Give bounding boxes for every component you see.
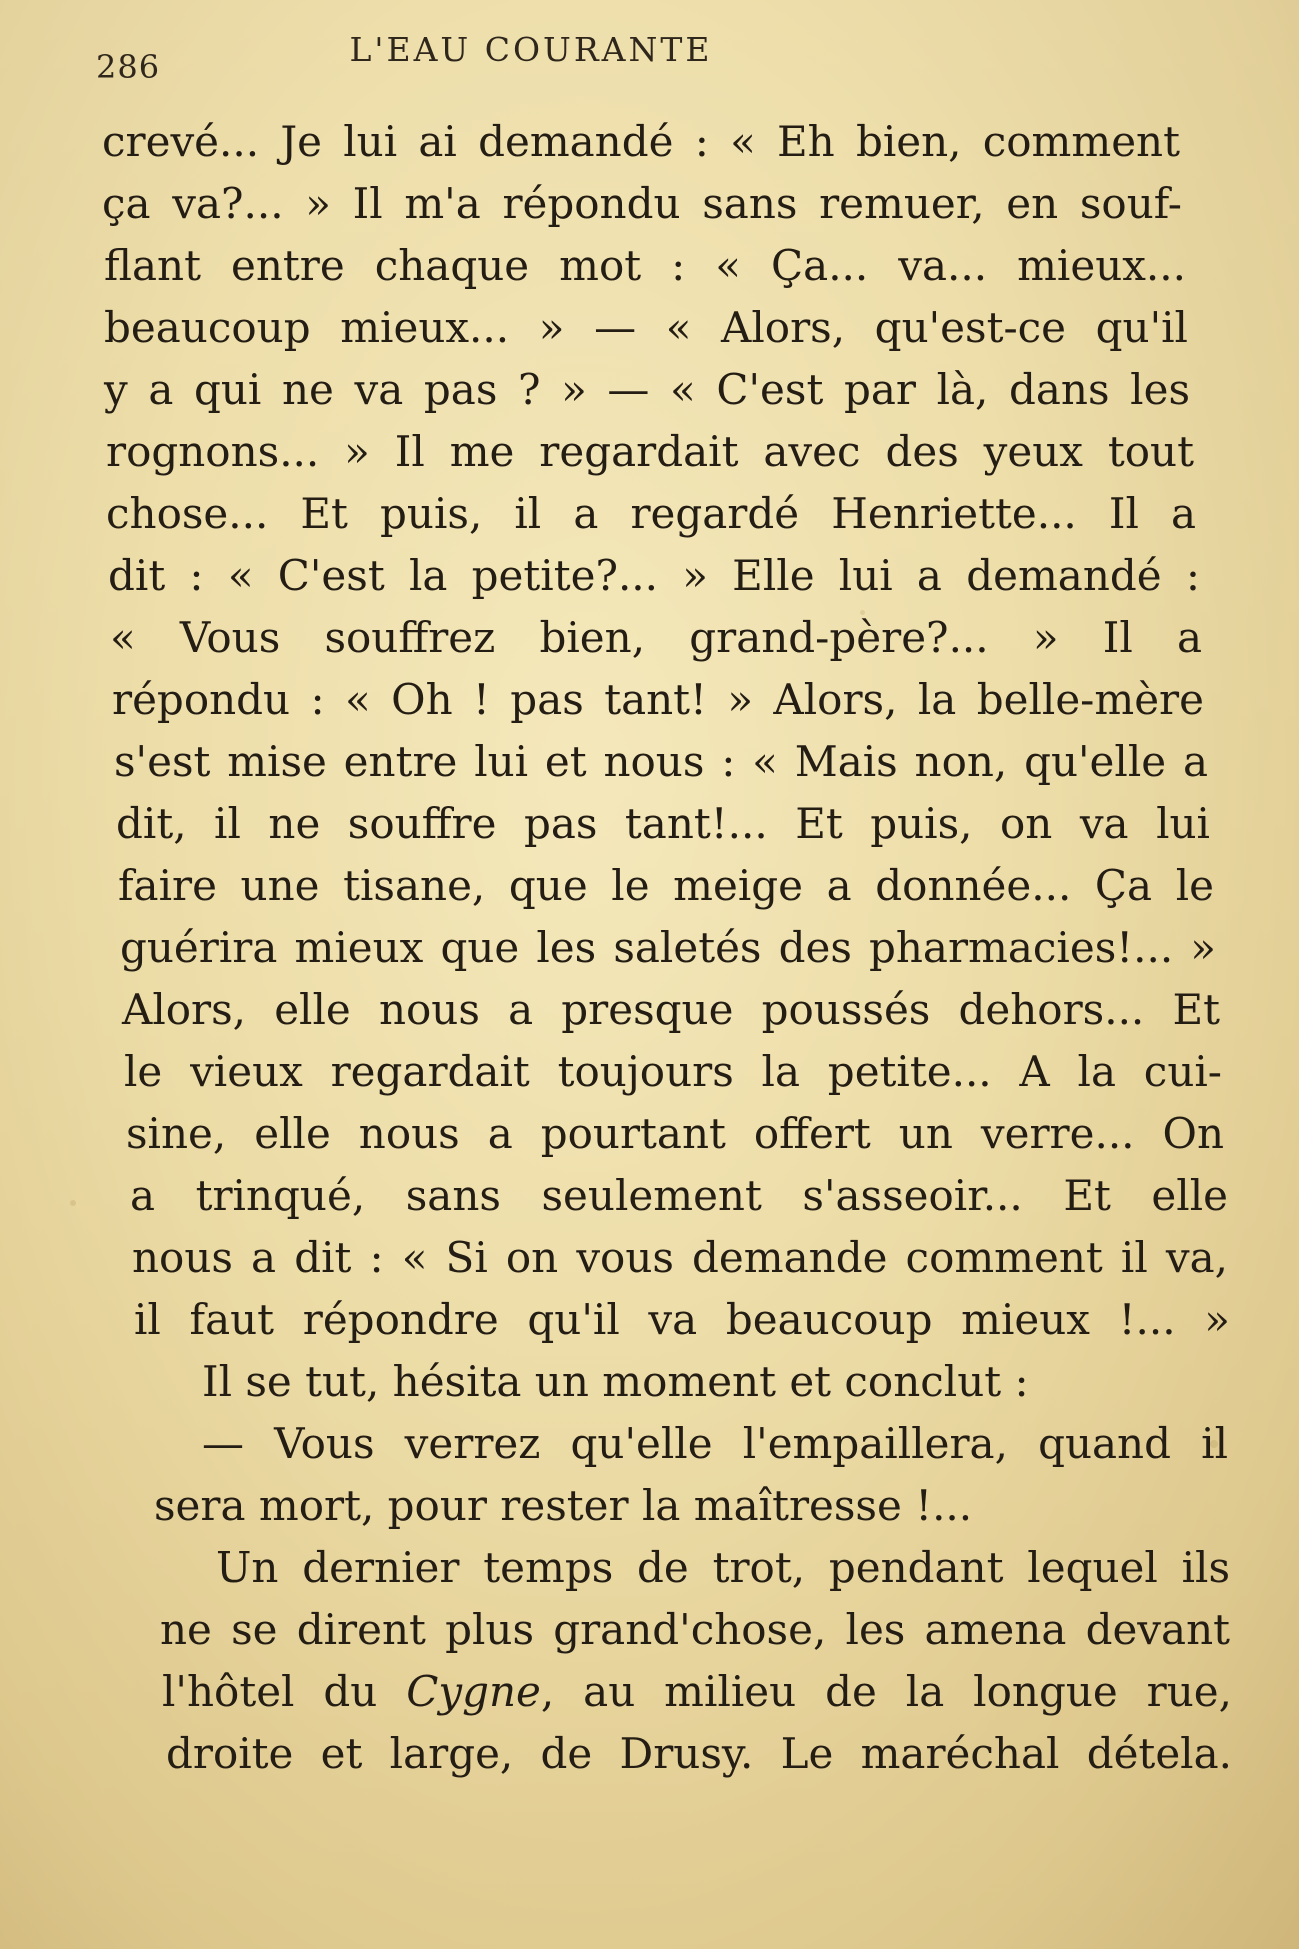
text-line: flant entre chaque mot : « Ça... va... mieux... xyxy=(104,241,1186,290)
text-line: dit : « C'est la petite?... » Elle lui a demandé : xyxy=(108,551,1200,600)
text-line: il faut répondre qu'il va beaucoup mieux !... » xyxy=(134,1295,1230,1344)
text-line: rognons... » Il me regardait avec des yeux tout xyxy=(106,427,1194,476)
text-line: sine, elle nous a pourtant offert un verre... On xyxy=(126,1109,1224,1158)
page-header xyxy=(96,30,1136,90)
text-line: droite et large, de Drusy. Le maréchal détela. xyxy=(166,1729,1232,1778)
text-line: l'hôtel du Cygne, au milieu de la longue rue, xyxy=(162,1667,1232,1716)
paper-spot xyxy=(70,1200,76,1206)
text-line: y a qui ne va pas ? » — « C'est par là, dans les xyxy=(104,365,1190,414)
text-line: beaucoup mieux... » — « Alors, qu'est-ce qu'il xyxy=(104,303,1188,352)
text-line: ça va?... » Il m'a répondu sans remuer, en souf- xyxy=(102,179,1182,228)
text-line: crevé... Je lui ai demandé : « Eh bien, comment xyxy=(102,117,1180,166)
text-line: guérira mieux que les saletés des pharmacies!... » xyxy=(120,923,1216,972)
running-title: L'EAU COURANTE xyxy=(349,30,713,69)
text-line: sera mort, pour rester la maîtresse !... xyxy=(154,1481,973,1530)
text-line: — Vous verrez qu'elle l'empaillera, quand il xyxy=(202,1419,1228,1468)
text-line: Alors, elle nous a presque poussés dehors... Et xyxy=(122,985,1220,1034)
text-line: répondu : « Oh ! pas tant! » Alors, la belle-mère xyxy=(112,675,1204,724)
text-line: s'est mise entre lui et nous : « Mais non, qu'elle a xyxy=(114,737,1208,786)
text-line: nous a dit : « Si on vous demande comment il va, xyxy=(132,1233,1228,1282)
italic-word: Cygne xyxy=(406,1667,541,1716)
text-line: ne se dirent plus grand'chose, les amena devant xyxy=(160,1605,1230,1654)
text-line: Un dernier temps de trot, pendant lequel ils xyxy=(216,1543,1230,1592)
text-line: « Vous souffrez bien, grand-père?... » Il a xyxy=(110,613,1202,662)
page-number: 286 xyxy=(96,48,161,86)
text-line: Il se tut, hésita un moment et conclut : xyxy=(202,1357,1029,1406)
text-line: dit, il ne souffre pas tant!... Et puis, on va lui xyxy=(116,799,1210,848)
text-line: chose... Et puis, il a regardé Henriette... Il a xyxy=(106,489,1196,538)
text-line: faire une tisane, que le meige a donnée... Ça le xyxy=(118,861,1214,910)
text-line: a trinqué, sans seulement s'asseoir... Et elle xyxy=(130,1171,1228,1220)
text-line: le vieux regardait toujours la petite... A la cui- xyxy=(124,1047,1222,1096)
